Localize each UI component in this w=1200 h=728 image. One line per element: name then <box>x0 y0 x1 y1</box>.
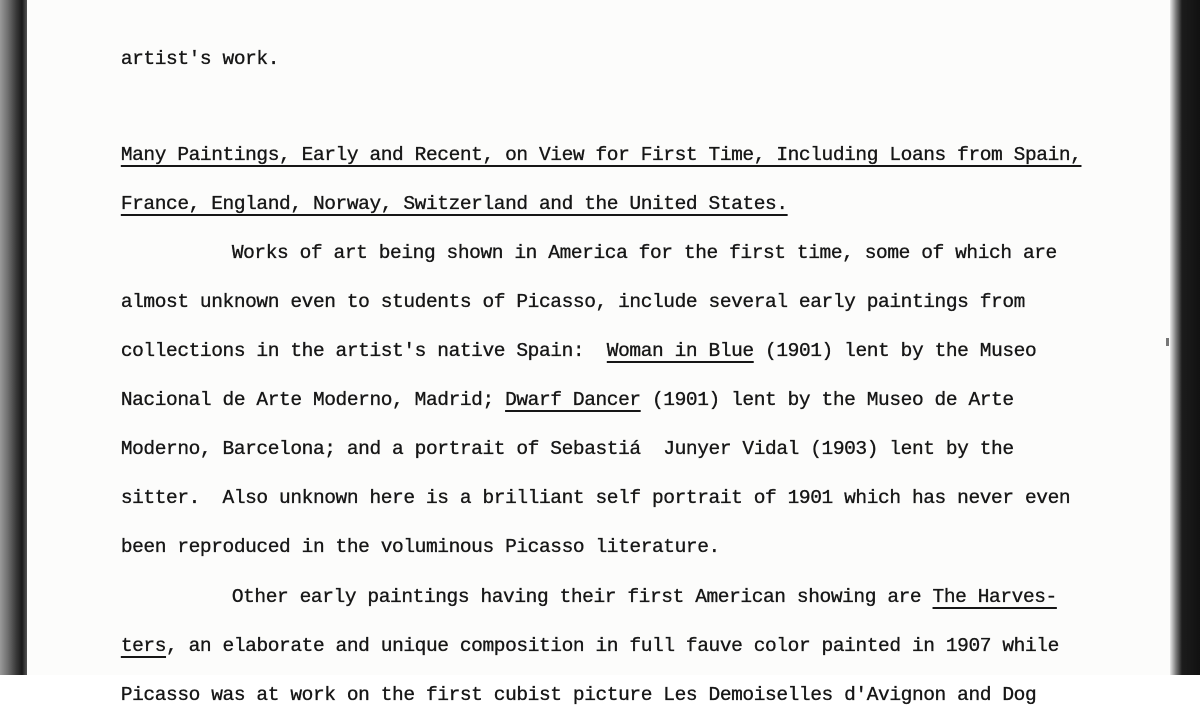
text-segment: sitter. Also unknown here is a brilliant self portrait of 1901 which has never even <box>120 487 1071 509</box>
artwork-title-the-harvesters: The Harves- <box>932 586 1057 608</box>
text-segment: collections in the artist's native Spain: <box>120 340 607 362</box>
text-segment: Works of art being shown in America for the first time, some of which are <box>231 242 1057 264</box>
text-segment: Nacional de Arte Moderno, Madrid; <box>120 389 506 411</box>
text-segment: been reproduced in the voluminous Picasso literature. <box>120 536 720 558</box>
section-heading-text: France, England, Norway, Switzerland and the United States. <box>120 193 788 215</box>
scan-right-edge <box>1170 0 1200 675</box>
artwork-title-dwarf-dancer: Dwarf Dancer <box>505 389 641 411</box>
section-heading-text: Many Paintings, Early and Recent, on View for First Time, Including Loans from Spain, <box>120 144 1082 166</box>
artwork-title-the-harvesters-continued: ters <box>120 635 167 657</box>
text-segment: artist's work. <box>120 48 280 70</box>
text-segment: Moderno, Barcelona; and a portrait of Sebastiá Junyer Vidal (1903) lent by the <box>120 438 1014 460</box>
scan-speck <box>1166 338 1169 346</box>
document-page <box>27 0 1170 706</box>
text-segment: , an elaborate and unique composition in full fauve color painted in 1907 while <box>166 635 1059 657</box>
scan-left-edge <box>0 0 27 675</box>
artwork-title-woman-in-blue: Woman in Blue <box>606 340 754 362</box>
text-segment: almost unknown even to students of Picasso, include several early paintings from <box>120 291 1025 313</box>
text-line-cut-off <box>53 662 1036 728</box>
text-segment: Picasso was at work on the first cubist picture Les Demoiselles d'Avignon and Dog <box>120 684 1037 706</box>
text-segment: (1901) lent by the Museo <box>753 340 1037 362</box>
text-line <box>53 26 279 92</box>
text-segment: Other early paintings having their first American showing are <box>231 586 933 608</box>
text-segment: (1901) lent by the Museo de Arte <box>640 389 1014 411</box>
